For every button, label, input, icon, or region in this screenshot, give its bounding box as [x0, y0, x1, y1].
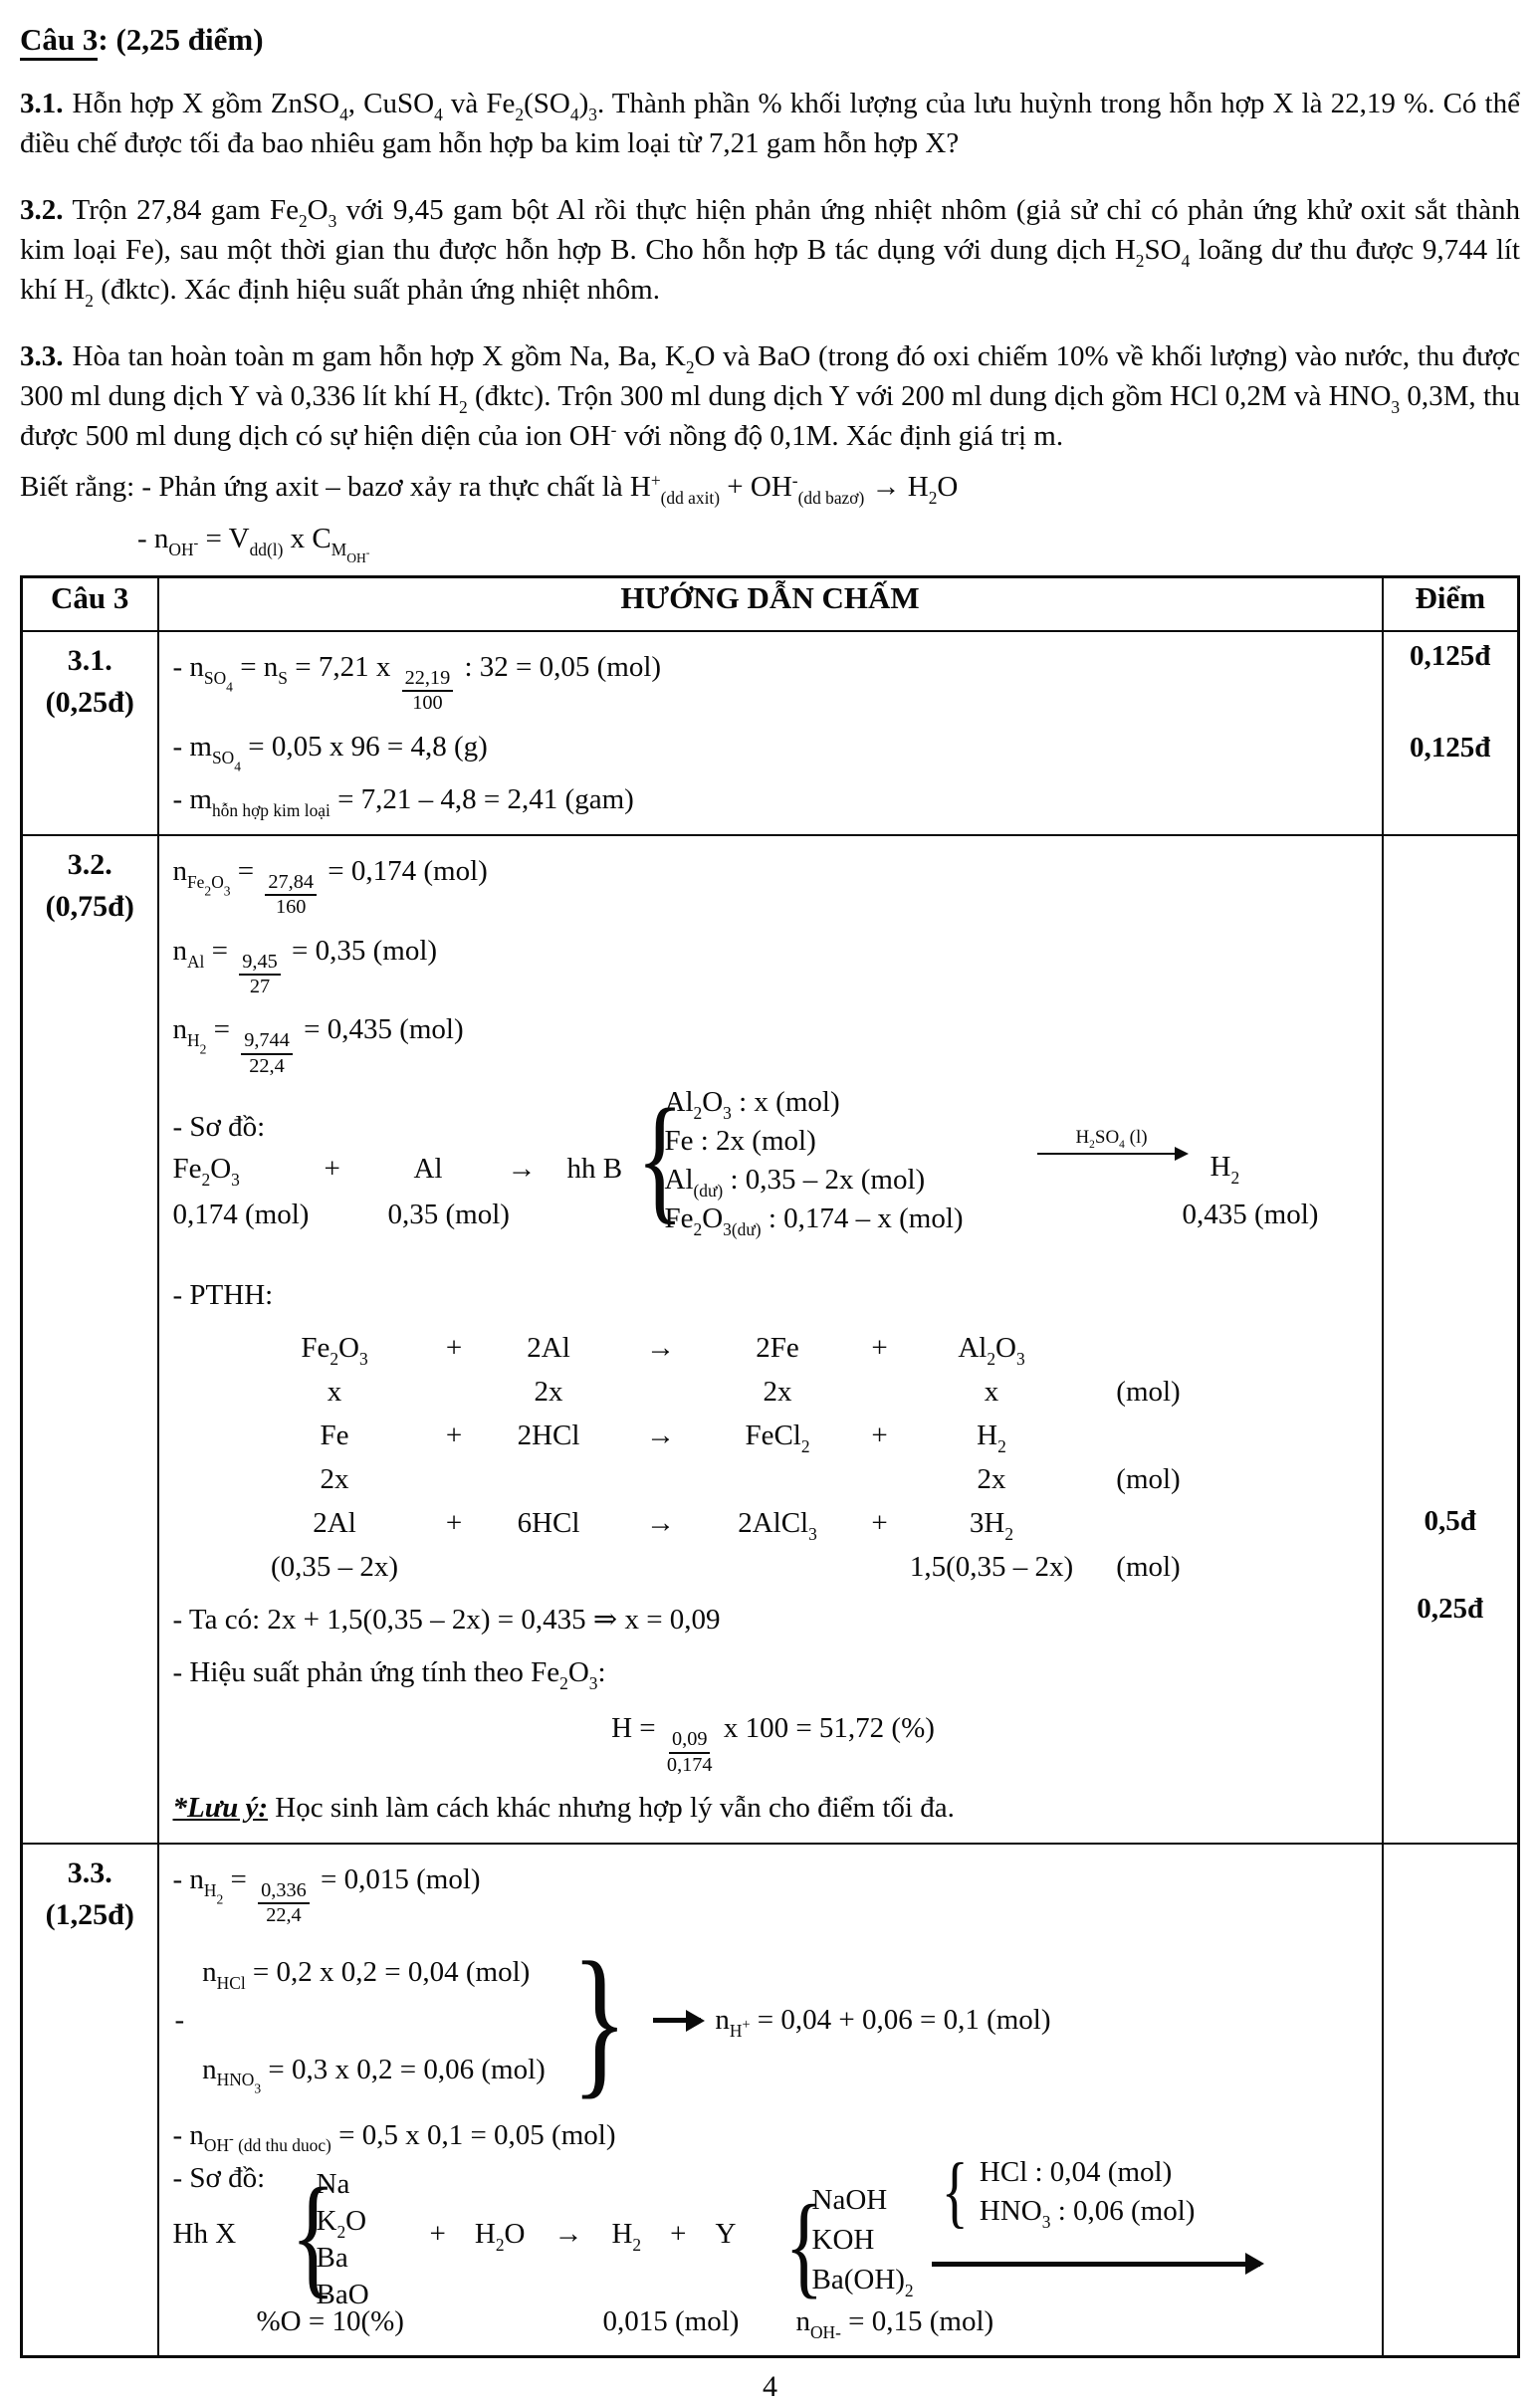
table-header-cau: Câu 3 — [22, 577, 158, 632]
pthh-cell: x — [327, 1376, 342, 1409]
mark-value: 0,25đ — [1417, 1592, 1484, 1625]
row-3-3-label-cell — [22, 1844, 158, 2356]
annotation-h2-amount: 0,015 (mol) — [602, 2304, 740, 2337]
pthh-cell — [850, 1545, 910, 1589]
long-arrow-icon — [932, 2262, 1260, 2267]
pthh-cell: + — [871, 1332, 888, 1365]
note-line-2-text: - $n_{OH^-} = V_{dd(l)}$ x $C_{M_{OH^-}}$ — [137, 523, 370, 566]
pthh-cell — [616, 1545, 706, 1589]
problem-3-1-number: 3.1. — [20, 88, 64, 119]
grading-table — [20, 575, 1520, 2358]
note-luu-y-text: Học sinh làm cách khác nhưng hợp lý vẫn cho điểm tối đa. — [268, 1791, 955, 1824]
pthh-cell: + — [445, 1507, 463, 1540]
scheme-product: $H_2$ — [1210, 1151, 1240, 1188]
annotation-oxygen-percent: %O = 10(%) — [256, 2304, 404, 2337]
question-number: Câu 3 — [20, 22, 98, 61]
mixture-x-item: Ba — [316, 2241, 348, 2274]
pthh-cell: $H_2$ — [977, 1420, 1006, 1456]
mixture-x-name: Hh X — [172, 2217, 237, 2250]
pthh-cell: FeCl$_2$ — [745, 1420, 810, 1456]
formula-line: $n_{H_2}$ = $\frac{9,744}{22,4}$ = 0,435 (mol) — [172, 1013, 464, 1077]
row-3-2-label-cell — [22, 835, 158, 1844]
page-title — [20, 22, 1520, 58]
pthh-label: - PTHH: — [172, 1279, 274, 1312]
row-3-1-label-cell — [22, 631, 158, 835]
mixture-b-item: $Al_2O_3$ : x (mol) — [664, 1086, 840, 1123]
reaction-arrow-icon — [1037, 1127, 1187, 1155]
scheme-term: Al — [413, 1153, 443, 1186]
acid-amount-item: HCl : 0,04 (mol) — [979, 2155, 1173, 2188]
pthh-cell: 2AlCl$_3$ — [738, 1507, 817, 1544]
pthh-cell: x — [984, 1376, 999, 1409]
row-3-1-label: 3.1. — [67, 644, 112, 677]
dash: - — [174, 2004, 185, 2037]
amount-value: 0,174 (mol) — [172, 1199, 310, 1231]
conclusion-line: - Ta có: 2x + 1,5(0,35 – 2x) = 0,435 ⇒ x = 0,09 — [172, 1604, 721, 1637]
row-3-1-content — [158, 631, 1383, 835]
pthh-cell — [1074, 1501, 1223, 1545]
pthh-cell — [482, 1457, 616, 1501]
pthh-cell: 2x — [977, 1463, 1006, 1496]
row-3-1-points-label: (0,25đ) — [45, 686, 134, 719]
row-3-2-points-cell — [1383, 835, 1519, 1844]
pthh-cell — [1074, 1326, 1223, 1370]
h-plus-result: $n_{H^+} = 0,04 + 0,06 = 0,1$ (mol) — [715, 2004, 1051, 2041]
pthh-cell — [616, 1457, 706, 1501]
acid-amount-item: $HNO_3$ : 0,06 (mol) — [979, 2194, 1196, 2232]
pthh-cell: 2x — [763, 1376, 792, 1409]
table-header-huong-dan-cham: HƯỚNG DẪN CHẤM — [158, 577, 1383, 632]
scheme-term: hh B — [566, 1153, 623, 1186]
problem-3-1 — [20, 84, 1520, 163]
solution-y-item: NaOH — [811, 2183, 888, 2216]
pthh-cell: $Fe_2O_3$ — [301, 1332, 368, 1369]
solution-y-item: $Ba(OH)_2$ — [811, 2263, 914, 2300]
pthh-cell: → — [646, 1420, 675, 1452]
table-row-3-2 — [22, 835, 1519, 1844]
scheme-term: $Fe_2O_3$ — [172, 1153, 240, 1190]
question-total-points: : (2,25 điểm) — [98, 22, 264, 57]
reaction-arrow-label: $H_2SO_4$ (l) — [1075, 1127, 1148, 1152]
pthh-cell: 2Fe — [756, 1332, 799, 1365]
pthh-cell: + — [871, 1507, 888, 1540]
acid-system-lines — [202, 1949, 546, 2096]
acid-amounts-list — [980, 2153, 1196, 2231]
pthh-cell — [850, 1370, 910, 1414]
row-3-1-points-cell — [1383, 631, 1519, 835]
mixture-b-list — [665, 1083, 964, 1238]
pthh-cell — [616, 1370, 706, 1414]
reaction-arrow-shaft — [1037, 1153, 1187, 1155]
mixture-x-item: Na — [316, 2167, 350, 2200]
problem-3-3-text: Hòa tan hoàn toàn m gam hỗn hợp X gồm Na, Ba, $K_2O$ và BaO (trong đó oxi chiếm 10% về khối lượng) vào nước, thu được 300 ml dung dịch Y và 0,336 lít khí $H_2$ (đktc). Trộn 300 ml dung dịch Y với 200 ml dung dịch gồm HCl 0,2M và $HNO_3$ 0,3M, thu được 500 ml dung dịch có sự hiện diện của ion OH- với nồng độ 0,1M. Xác định giá trị m. — [20, 340, 1520, 452]
pthh-cell: (mol) — [1116, 1463, 1181, 1496]
pthh-cell — [427, 1545, 482, 1589]
note-line-1 — [20, 464, 1520, 510]
problem-3-2 — [20, 190, 1520, 310]
table-header-row — [22, 577, 1519, 632]
mixture-x-list — [317, 2166, 369, 2313]
table-header-diem: Điểm — [1383, 577, 1519, 632]
page-number: 4 — [763, 2369, 777, 2403]
pthh-cell: $Al_2O_3$ — [958, 1332, 1025, 1369]
formula-line: - $n_{OH^- (dd thu duoc)} = 0,5$ x 0,1 = 0,05 (mol) — [172, 2118, 616, 2156]
pthh-cell: $3H_2$ — [969, 1507, 1014, 1544]
pthh-cell: (mol) — [1116, 1376, 1181, 1409]
mixture-b-item: Fe : 2x (mol) — [664, 1125, 816, 1158]
row-3-2-points-label: (0,75đ) — [45, 889, 134, 923]
scheme-3-3 — [172, 2155, 1374, 2351]
left-brace-icon — [941, 2152, 968, 2232]
efficiency-result: H = $\frac{0,09}{0,174}$ x 100 = 51,72 (%) — [611, 1712, 935, 1776]
solution-y-item: KOH — [811, 2223, 875, 2256]
pthh-cell: (0,35 – 2x) — [270, 1551, 399, 1584]
row-3-3-points-cell — [1383, 1844, 1519, 2356]
solution-y-list — [812, 2180, 914, 2299]
table-row-3-1 — [22, 631, 1519, 835]
problem-3-3 — [20, 336, 1520, 456]
formula-line: $n_{Al}$ = $\frac{9,45}{27}$ = 0,35 (mol) — [172, 934, 438, 997]
pthh-cell: 2HCl — [517, 1420, 580, 1452]
formula-line: - $n_{SO_4} = n_S = 7,21$ x $\frac{22,19}{100}$ : 32 = 0,05 (mol) — [172, 651, 662, 715]
pthh-cell: 1,5(0,35 – 2x) — [909, 1551, 1074, 1584]
table-row-3-3 — [22, 1844, 1519, 2356]
acid-amounts-block — [936, 2152, 1196, 2232]
formula-line: - $m_{hỗn hợp kim loại} = 7,21 - 4,8 = 2,41$ (gam) — [172, 782, 634, 820]
row-3-2-content — [158, 835, 1383, 1844]
annotation-oh-amount: $n_{OH-} = 0,15$ (mol) — [795, 2304, 994, 2342]
formula-line: $n_{Fe_2O_3}$ = $\frac{27,84}{160}$ = 0,174 (mol) — [172, 854, 488, 919]
formula-line: - $n_{H_2}$ = $\frac{0,336}{22,4}$ = 0,015 (mol) — [172, 1862, 481, 1927]
pthh-cell — [706, 1545, 850, 1589]
acid-system — [175, 1937, 1374, 2104]
mixture-b-item: $Al_{(dư)}$ : 0,35 – 2x (mol) — [664, 1164, 926, 1201]
pthh-cell: + — [871, 1420, 888, 1452]
pthh-equations — [243, 1326, 1374, 1589]
pthh-cell — [1074, 1414, 1223, 1457]
pthh-cell — [427, 1457, 482, 1501]
mark-value: 0,125đ — [1410, 640, 1491, 672]
pthh-cell: 6HCl — [517, 1507, 580, 1540]
note-line-2 — [137, 516, 1520, 566]
scheme-label: - Sơ đồ: — [172, 1111, 266, 1144]
formula-line: - $m_{SO_4} = 0,05$ x 96 = 4,8 (g) — [172, 730, 488, 774]
pthh-cell: Fe — [320, 1420, 349, 1452]
pthh-cell: 2Al — [313, 1507, 356, 1540]
row-3-2-label: 3.2. — [67, 847, 112, 881]
amount-value: 0,435 (mol) — [1182, 1199, 1319, 1231]
row-3-3-points-label: (1,25đ) — [45, 1897, 134, 1931]
problem-3-2-number: 3.2. — [20, 194, 64, 226]
pthh-cell: + — [445, 1420, 463, 1452]
formula-line: $n_{HNO_3} = 0,3$ x 0,2 = 0,06 (mol) — [202, 2053, 546, 2096]
note-line-1-text: Biết rằng: - Phản ứng axit – bazơ xảy ra thực chất là $H^+_{(dd axit)} + OH^-_{(dd bazơ)} \to H_2O$ — [20, 470, 959, 508]
pthh-cell: → — [646, 1507, 675, 1540]
plus-sign: + — [324, 1153, 340, 1186]
mark-value: 0,125đ — [1410, 732, 1491, 764]
pthh-cell: 2x — [320, 1463, 349, 1496]
row-3-3-content — [158, 1844, 1383, 2356]
pthh-cell: → — [646, 1332, 675, 1365]
pthh-cell — [850, 1457, 910, 1501]
scheme-reaction: + $H_2O$ → $H_2$ + Y — [429, 2217, 737, 2255]
note-luu-y — [173, 1786, 1374, 1830]
note-luu-y-label: *Lưu ý: — [172, 1791, 268, 1824]
scheme-3-2 — [173, 1087, 1374, 1264]
amount-value: 0,35 (mol) — [387, 1199, 510, 1231]
formula-line: $n_{HCl} = 0,2$ x 0,2 = 0,04 (mol) — [202, 1955, 531, 1993]
mixture-b-item: $Fe_2O_{3(dư)}$ : 0,174 – x (mol) — [664, 1202, 964, 1239]
right-brace-icon — [571, 1937, 627, 2104]
pthh-cell: 2Al — [527, 1332, 570, 1365]
arrow-icon: → — [507, 1153, 537, 1186]
pthh-cell: (mol) — [1116, 1551, 1181, 1584]
pthh-cell: + — [445, 1332, 463, 1365]
mark-value: 0,5đ — [1424, 1504, 1476, 1537]
problem-3-3-number: 3.3. — [20, 340, 64, 372]
scheme-label: - Sơ đồ: — [172, 2161, 266, 2194]
arrow-icon — [653, 2018, 701, 2023]
problem-3-2-text: Trộn 27,84 gam $Fe_2O_3$ với 9,45 gam bột Al rồi thực hiện phản ứng nhiệt nhôm (giả sử chỉ có phản ứng khử oxit sắt thành kim loại Fe), sau một thời gian thu được hỗn hợp B. Cho hỗn hợp B tác dụng với dung dịch $H_2SO_4$ loãng dư thu được 9,744 lít khí $H_2$ (đktc). Xác định hiệu suất phản ứng nhiệt nhôm. — [20, 194, 1521, 311]
pthh-cell — [427, 1370, 482, 1414]
mixture-x-item: BaO — [316, 2278, 369, 2310]
mixture-x-item: $K_2O$ — [316, 2204, 367, 2242]
problem-3-1-text: Hỗn hợp X gồm ZnSO$_4$, CuSO$_4$ và $Fe_2(SO_4)_3$. Thành phần % khối lượng của lưu huỳnh trong hỗn hợp X là 22,19 %. Có thể điều chế được tối đa bao nhiêu gam hỗn hợp ba kim loại từ 7,21 gam hỗn hợp X? — [20, 88, 1520, 159]
efficiency-line: - Hiệu suất phản ứng tính theo $Fe_2O_3$: — [172, 1656, 606, 1693]
pthh-cell: 2x — [534, 1376, 563, 1409]
row-3-3-label: 3.3. — [67, 1856, 112, 1889]
pthh-cell — [482, 1545, 616, 1589]
pthh-cell — [706, 1457, 850, 1501]
